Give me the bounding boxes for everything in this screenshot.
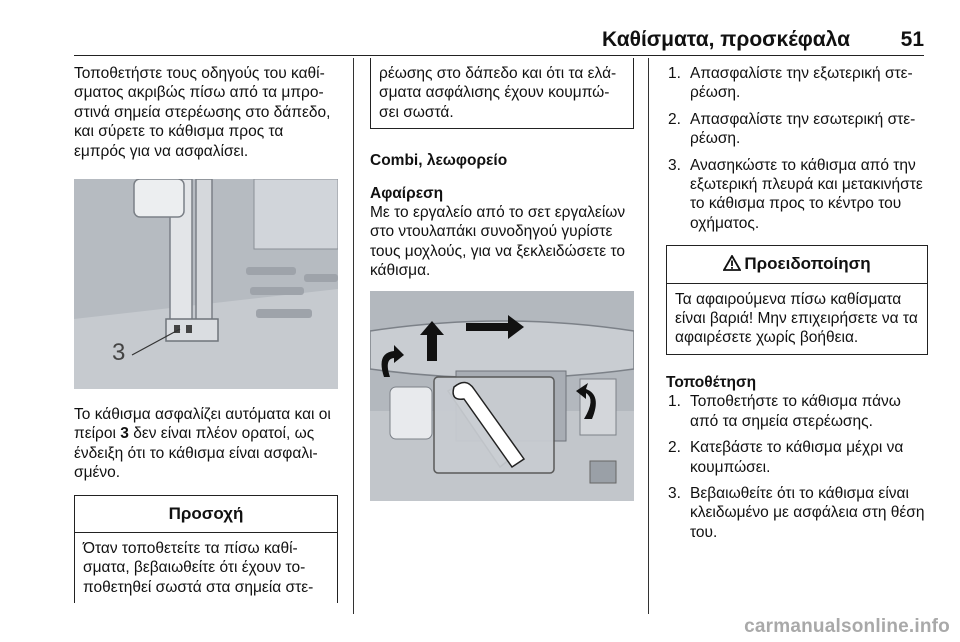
seat-lever-figure [370, 291, 634, 501]
caution-box-continued [370, 58, 634, 129]
locked-paragraph: Το κάθισμα ασφαλίζει αυτόματα και οι πείροι 3 δεν είναι πλέον ορατοί, ως ένδειξη ότι το κάθισμα είναι ασφαλι-σμένο. [74, 406, 331, 482]
removal-paragraph: Με το εργαλείο από το σετ εργαλείων στο ντουλαπάκι συνοδηγού γυρίστε τους μοχλούς, για να ξεκλειδώσετε το κάθισμα. [370, 204, 626, 280]
column-3 [666, 64, 928, 549]
page-title: Καθίσματα, προσκέφαλα [602, 28, 850, 51]
header-rule [74, 55, 924, 56]
page-header [0, 26, 960, 56]
caution-text: Όταν τοποθετείτε τα πίσω καθί-σματα, βεβαιωθείτε ότι έχουν το-ποθετηθεί σωστά στα σημεία στε- [83, 540, 314, 596]
warning-text: Τα αφαιρούμενα πίσω καθίσματα είναι βαριά! Μην επιχειρήσετε να τα αφαιρέσετε χωρίς βοήθεια. [675, 290, 918, 347]
column-2 [370, 64, 634, 501]
removal-step: 3. Ανασηκώστε το κάθισμα από την εξωτερική πλευρά και μετακινήστε το κάθισμα προς το κέντρο του οχήματος. [668, 156, 923, 232]
install-step: 1. Τοποθετήστε το κάθισμα πάνω από τα σημεία στερέωσης. [668, 393, 901, 430]
section-heading: Combi, λεωφορείο [370, 152, 508, 170]
warning-triangle-icon [723, 255, 741, 271]
page-number: 51 [900, 28, 924, 51]
warning-title: Προειδοποίηση [744, 254, 871, 274]
removal-step: 2. Απασφαλίστε την εσωτερική στε-ρέωση. [668, 110, 916, 148]
seat-lever-illustration [370, 291, 634, 501]
figure-callout-3: 3 [112, 339, 126, 367]
intro-paragraph: Τοποθετήστε τους οδηγούς του καθί-σματος ακριβώς πίσω από τα μπρο-στινά σημεία στερέωσης στο δάπεδο, και σύρετε το κάθισμα προς τα εμπρός για να ασφαλίσει. [74, 65, 331, 160]
warning-box [666, 245, 928, 355]
removal-heading: Αφαίρεση [370, 184, 444, 202]
removal-step: 1. Απασφαλίστε την εξωτερική στε-ρέωση. [668, 65, 913, 102]
seat-rail-figure [74, 179, 338, 389]
column-1 [74, 64, 338, 603]
watermark: carmanualsonline.info [744, 616, 950, 637]
warning-header [667, 246, 927, 283]
install-step: 3. Βεβαιωθείτε ότι το κάθισμα είναι κλειδωμένο με ασφάλεια στη θέση του. [668, 484, 925, 541]
column-divider-1 [353, 58, 354, 614]
caution-title: Προσοχή [75, 496, 337, 533]
caution-box [74, 495, 338, 604]
install-heading: Τοποθέτηση [666, 373, 757, 391]
column-divider-2 [648, 58, 649, 614]
install-steps-list [666, 392, 928, 542]
caution-text-continued: ρέωσης στο δάπεδο και ότι τα ελά-σματα ασφάλισης έχουν κουμπώ-σει σωστά. [379, 65, 617, 121]
install-step: 2. Κατεβάστε το κάθισμα μέχρι να κουμπώσει. [668, 439, 904, 476]
removal-steps-list [666, 64, 928, 233]
